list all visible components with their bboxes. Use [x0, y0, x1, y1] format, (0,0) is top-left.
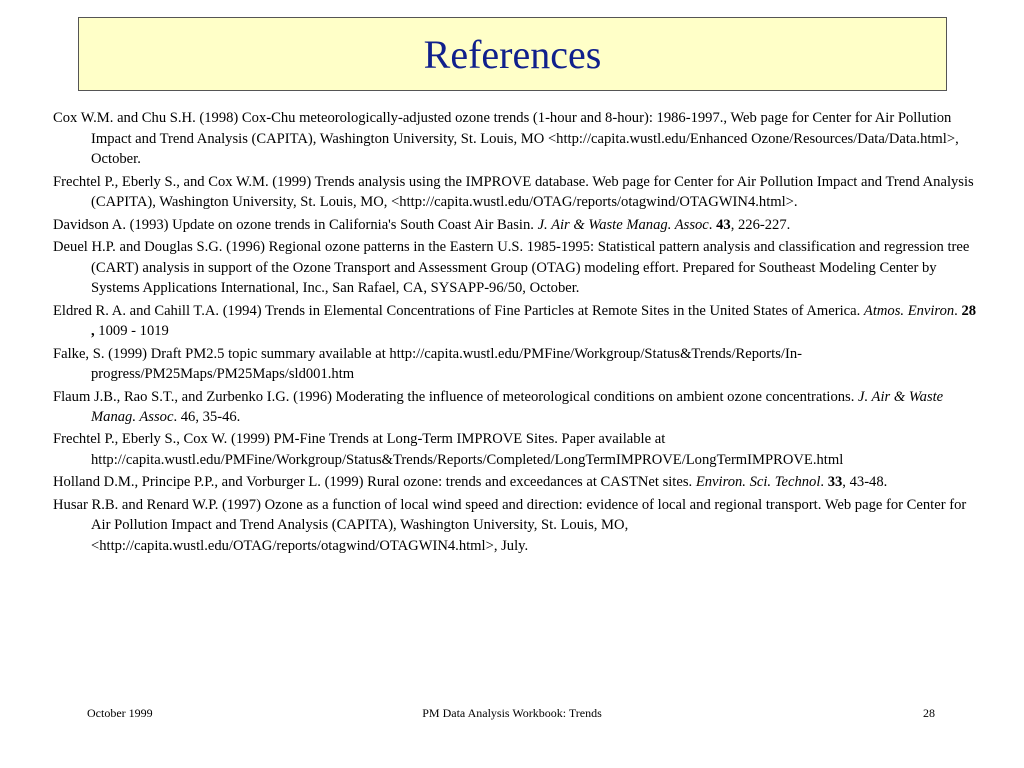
reference-item: Flaum J.B., Rao S.T., and Zurbenko I.G. (1996) Moderating the influence of meteorological conditions on ambient ozone concentrations. J. Air & Waste Manag. Assoc. 46, 35-46.	[53, 388, 944, 426]
reference-list	[53, 108, 978, 558]
reference-item: Deuel H.P. and Douglas S.G. (1996) Regional ozone patterns in the Eastern U.S. 1985-1995: Statistical pattern analysis and classification and regression tree (CART) analysis in support of the Ozone Transport and Assessment Group (OTAG) modeling effort. Prepared for Southeast Modeling Center by Systems Applications International, Inc., San Rafael, CA, SYSAPP-96/50, October.	[53, 238, 970, 297]
reference-item: Holland D.M., Principe P.P., and Vorburger L. (1999) Rural ozone: trends and exceedances at CASTNet sites. Environ. Sci. Technol. 33, 43-48.	[53, 474, 888, 491]
reference-item: Husar R.B. and Renard W.P. (1997) Ozone as a function of local wind speed and direction: evidence of local and regional transport. Web page for Center for Air Pollution Impact and Trend Analysis (CAPITA), Washington University, St. Louis, MO, <http://capita.wustl.edu/OTAG/reports/otagwind/OTAGWIN4.html>, July.	[53, 496, 967, 555]
reference-item: Eldred R. A. and Cahill T.A. (1994) Trends in Elemental Concentrations of Fine Particles at Remote Sites in the United States of America. Atmos. Environ. 28 , 1009 - 1019	[53, 302, 977, 340]
reference-item: Frechtel P., Eberly S., and Cox W.M. (1999) Trends analysis using the IMPROVE database. Web page for Center for Air Pollution Impact and Trend Analysis (CAPITA), Washington University, St. Louis, MO, <http://capita.wustl.edu/OTAG/reports/otagwind/OTAGWIN4.html>.	[53, 173, 974, 211]
reference-item: Davidson A. (1993) Update on ozone trends in California's South Coast Air Basin. J. Air & Waste Manag. Assoc. 43, 226-227.	[53, 216, 791, 233]
page-title: References	[423, 31, 602, 77]
title-box	[78, 17, 947, 91]
footer-date: October 1999	[87, 706, 153, 720]
reference-item: Falke, S. (1999) Draft PM2.5 topic summary available at http://capita.wustl.edu/PMFine/Workgroup/Status&Trends/Reports/In-progress/PM25Maps/PM25Maps/sld001.htm	[53, 345, 802, 383]
footer-title: PM Data Analysis Workbook: Trends	[422, 706, 602, 720]
page-number: 28	[923, 706, 935, 720]
reference-item: Frechtel P., Eberly S., Cox W. (1999) PM-Fine Trends at Long-Term IMPROVE Sites. Paper available at http://capita.wustl.edu/PMFine/Workgroup/Status&Trends/Reports/Completed/LongTermIMPROVE/LongTermIMPROVE.html	[53, 431, 844, 469]
reference-item: Cox W.M. and Chu S.H. (1998) Cox-Chu meteorologically-adjusted ozone trends (1-hour and 8-hour): 1986-1997., Web page for Center for Air Pollution Impact and Trend Analysis (CAPITA), Washington University, St. Louis, MO <http://capita.wustl.edu/Enhanced Ozone/Resources/Data/Data.html>, October.	[53, 110, 959, 168]
